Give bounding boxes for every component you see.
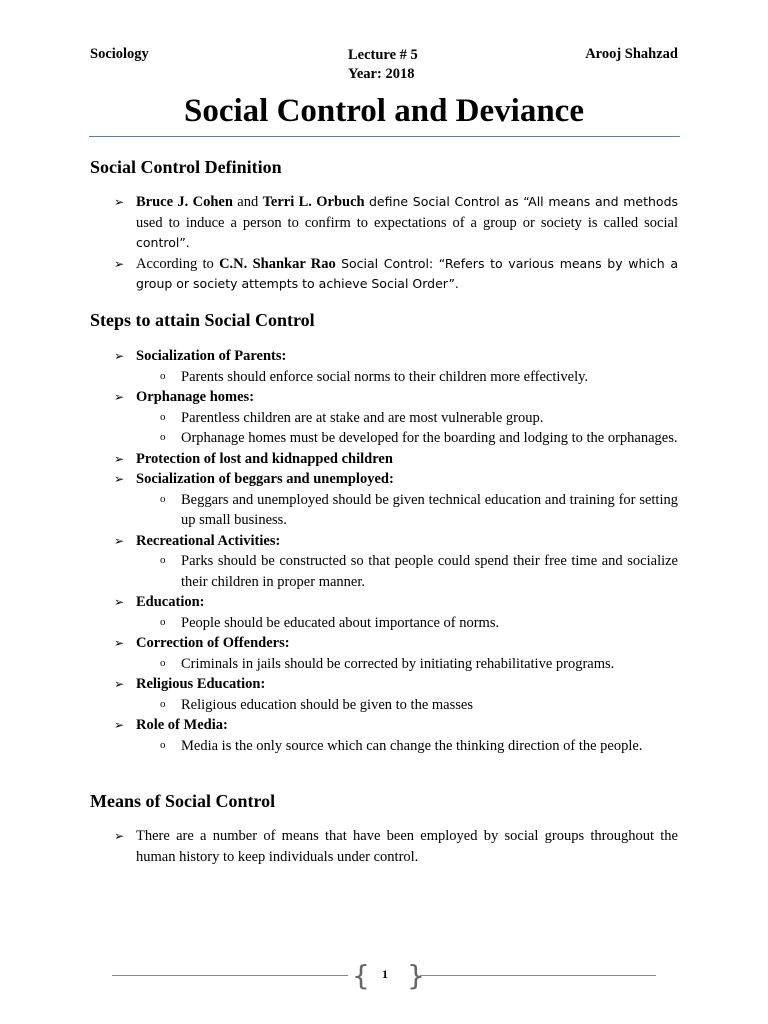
step-title: Orphanage homes: bbox=[136, 389, 255, 405]
step-title: Socialization of Parents: bbox=[136, 348, 287, 364]
author-name: Terri L. Orbuch bbox=[262, 194, 365, 210]
arrow-bullet-icon: ➢ bbox=[114, 349, 125, 363]
circle-bullet-icon: o bbox=[160, 431, 166, 443]
step-item bbox=[90, 531, 678, 593]
arrow-bullet-icon: ➢ bbox=[114, 195, 125, 209]
circle-bullet-icon: o bbox=[160, 369, 166, 382]
definition-text: used to induce a person to confirm to expectations of a group or society is called social bbox=[136, 214, 678, 231]
step-subitem bbox=[136, 613, 678, 634]
step-sublist bbox=[136, 613, 678, 634]
step-sublist bbox=[136, 408, 678, 449]
step-title: Correction of Offenders: bbox=[136, 635, 290, 651]
step-subitem-text: Parentless children are at stake and are most vulnerable group. bbox=[181, 409, 544, 426]
step-item bbox=[90, 387, 678, 449]
step-title: Role of Media: bbox=[136, 717, 228, 733]
step-subitem bbox=[136, 736, 678, 757]
arrow-bullet-icon: ➢ bbox=[114, 390, 125, 404]
step-item bbox=[90, 346, 678, 387]
header-year: Year: 2018 bbox=[348, 66, 415, 82]
arrow-bullet-icon: ➢ bbox=[114, 677, 125, 691]
steps-list bbox=[90, 346, 678, 756]
step-subitem-text: Parks should be constructed so that people could spend their free time and socialize their children in proper manner. bbox=[181, 553, 678, 590]
arrow-bullet-icon: ➢ bbox=[114, 533, 125, 548]
circle-bullet-icon: o bbox=[160, 738, 166, 751]
step-item bbox=[90, 449, 678, 470]
header-lecture: Lecture # 5 bbox=[348, 47, 418, 63]
step-item bbox=[90, 715, 678, 756]
section-heading-definition: Social Control Definition bbox=[90, 157, 282, 177]
step-subitem-text: Beggars and unemployed should be given technical education and training for setting up small business. bbox=[181, 491, 678, 528]
step-subitem-text: Religious education should be given to the masses bbox=[181, 696, 473, 713]
section-heading-steps: Steps to attain Social Control bbox=[90, 310, 315, 330]
definition-text: Social Control: “Refers to various means by which a bbox=[341, 255, 678, 271]
circle-bullet-icon: o bbox=[160, 492, 166, 505]
circle-bullet-icon: o bbox=[160, 410, 166, 423]
footer-rule-left bbox=[112, 975, 348, 976]
step-sublist bbox=[136, 490, 678, 531]
left-brace-icon: { bbox=[352, 959, 370, 992]
step-subitem bbox=[136, 695, 678, 716]
step-title: Education: bbox=[136, 594, 205, 610]
step-item bbox=[90, 633, 678, 674]
title-underline bbox=[89, 136, 680, 137]
conjunction: and bbox=[237, 194, 259, 210]
step-subitem bbox=[136, 654, 678, 675]
step-title: Socialization of beggars and unemployed: bbox=[136, 471, 394, 487]
step-subitem bbox=[136, 490, 678, 531]
definition-text: control”. bbox=[136, 235, 190, 250]
circle-bullet-icon: o bbox=[160, 656, 166, 669]
page-number: 1 bbox=[382, 967, 388, 981]
step-item bbox=[90, 592, 678, 633]
circle-bullet-icon: o bbox=[160, 615, 166, 628]
header-author: Arooj Shahzad bbox=[585, 46, 678, 62]
section-heading-means: Means of Social Control bbox=[90, 791, 276, 811]
means-item bbox=[90, 826, 678, 867]
definition-item bbox=[90, 254, 678, 295]
definition-list bbox=[90, 192, 678, 295]
definition-prefix: According to bbox=[136, 255, 214, 272]
arrow-bullet-icon: ➢ bbox=[114, 595, 125, 609]
step-subitem-text: Orphanage homes must be developed for the boarding and lodging to the orphanages. bbox=[181, 430, 678, 446]
page-footer bbox=[112, 961, 656, 991]
step-item bbox=[90, 469, 678, 531]
step-item bbox=[90, 674, 678, 715]
step-subitem bbox=[136, 408, 678, 429]
circle-bullet-icon: o bbox=[160, 554, 166, 566]
arrow-bullet-icon: ➢ bbox=[114, 472, 125, 486]
circle-bullet-icon: o bbox=[160, 697, 166, 710]
right-brace-icon: } bbox=[407, 959, 425, 992]
step-subitem bbox=[136, 367, 678, 388]
step-sublist bbox=[136, 551, 678, 592]
page-header bbox=[90, 46, 678, 86]
arrow-bullet-icon: ➢ bbox=[114, 256, 125, 271]
arrow-bullet-icon: ➢ bbox=[114, 451, 125, 466]
definition-text: group or society attempts to achieve Social Order”. bbox=[136, 276, 459, 291]
author-name: Bruce J. Cohen bbox=[136, 194, 233, 210]
step-title: Religious Education: bbox=[136, 676, 266, 692]
step-title: Recreational Activities: bbox=[136, 532, 281, 549]
author-name: C.N. Shankar Rao bbox=[219, 255, 336, 272]
step-subitem bbox=[136, 551, 678, 592]
document-title: Social Control and Deviance bbox=[184, 93, 584, 129]
arrow-bullet-icon: ➢ bbox=[114, 718, 125, 732]
step-sublist bbox=[136, 695, 678, 716]
step-subitem bbox=[136, 428, 678, 449]
step-sublist bbox=[136, 654, 678, 675]
step-subitem-text: Parents should enforce social norms to their children more effectively. bbox=[181, 368, 589, 385]
means-text: There are a number of means that have been employed by social groups throughout the human history to keep individuals under control. bbox=[136, 828, 678, 865]
header-lecture-info bbox=[348, 46, 418, 84]
definition-item bbox=[90, 192, 678, 254]
means-list bbox=[90, 826, 678, 867]
definition-text: define Social Control as “All means and methods bbox=[368, 194, 679, 209]
step-subitem-text: Criminals in jails should be corrected by initiating rehabilitative programs. bbox=[181, 655, 615, 672]
step-sublist bbox=[136, 367, 678, 388]
step-subitem-text: People should be educated about importance of norms. bbox=[181, 614, 500, 631]
step-subitem-text: Media is the only source which can change the thinking direction of the people. bbox=[181, 737, 643, 754]
arrow-bullet-icon: ➢ bbox=[114, 829, 125, 843]
step-title: Protection of lost and kidnapped children bbox=[136, 450, 393, 467]
step-sublist bbox=[136, 736, 678, 757]
header-subject: Sociology bbox=[90, 46, 149, 62]
footer-rule-right bbox=[420, 975, 656, 976]
arrow-bullet-icon: ➢ bbox=[114, 636, 125, 650]
